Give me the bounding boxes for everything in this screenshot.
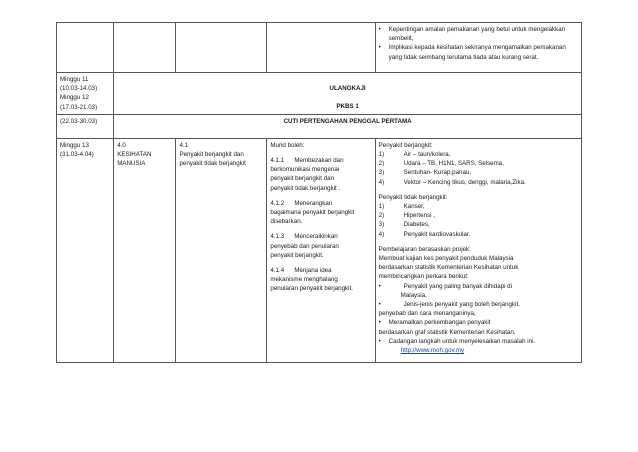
week-cell: Minggu 13 (31.03-4.04): [57, 138, 114, 362]
table-row: [57, 114, 582, 138]
content-cell: Penyakit berjangkit: 1) Air – taun/kolera, 2) Udara – TB, H1N1, SARS, Selsema, 3) Sentuhan- Kurap,panau, 4) Vektor – Kencing tikus, denggi, malaria,Zika. Penyakit tidak berjangkit: 1) Kanser, 2) Hipertensi , 3) Diabetes, 4) Penyakit kardiovaskular. Pembelajaran berasaskan projek: Membuat kajian kes penyakit penduduk Malaysia berdasarkan statistik Kementerian Kesihatan untuk membincangkan perkara berikut: • Penyakit yang paling banyak dihidapi di Malaysia, • Jenis-jenis penyakit yang boleh berjangkit, penyebab dan cara menanganinya, • Meramalkan perkembangan penyakit berdasarkan graf statistik Kementerian Kesihatan, • Cadangan langkah untuk menyelesaikan masalah ini. http://www.moh.gov.my: [375, 138, 581, 362]
topic-cell: 4.1 Penyakit berjangkit dan penyakit tidak berjangkit: [176, 138, 267, 362]
table-row: [57, 73, 582, 115]
list-item: • Implikasi kepada kesihatan sekiranya mengamalkan pemakanan yang tidak seimbang terutama tiada atau kurang serat.: [378, 44, 566, 61]
week-cell: Minggu 11 (10.03-14.03) Minggu 12 (17.03-21.03): [57, 73, 114, 115]
lesson-plan-table: [56, 22, 582, 363]
moh-link[interactable]: http://www.moh.gov.my: [400, 347, 465, 355]
table-row: [57, 23, 582, 73]
notes-cell: [375, 23, 581, 73]
holiday-cell: CUTI PERTENGAHAN PENGGAL PERTAMA: [114, 114, 582, 138]
theme-cell: 4.0 KESIHATAN MANUSIA: [114, 138, 176, 362]
objectives-cell: Murid boleh: 4.1.1 Membezakan dan berkomunikasi mengenai penyakit berjangkit dan penyakit tidak berjangkit . 4.1.2 Menerangkan bagaimana penyakit berjangkit disebarkan. 4.1.3 Menceraikinkan penyebab dan penularan penyakit berjangkit. 4.1.4 Menjana idea mekanisme menghalang penularan penyakit berjangkit.: [267, 138, 375, 362]
week-cell: (22.03-30.03): [57, 114, 114, 138]
list-item: • Kepentingan amalan pemakanan yang betul untuk mengelakkan sembelit,: [378, 26, 566, 43]
review-cell: ULANGKAJI PKBS 1: [114, 73, 582, 115]
table-row: [57, 138, 582, 362]
